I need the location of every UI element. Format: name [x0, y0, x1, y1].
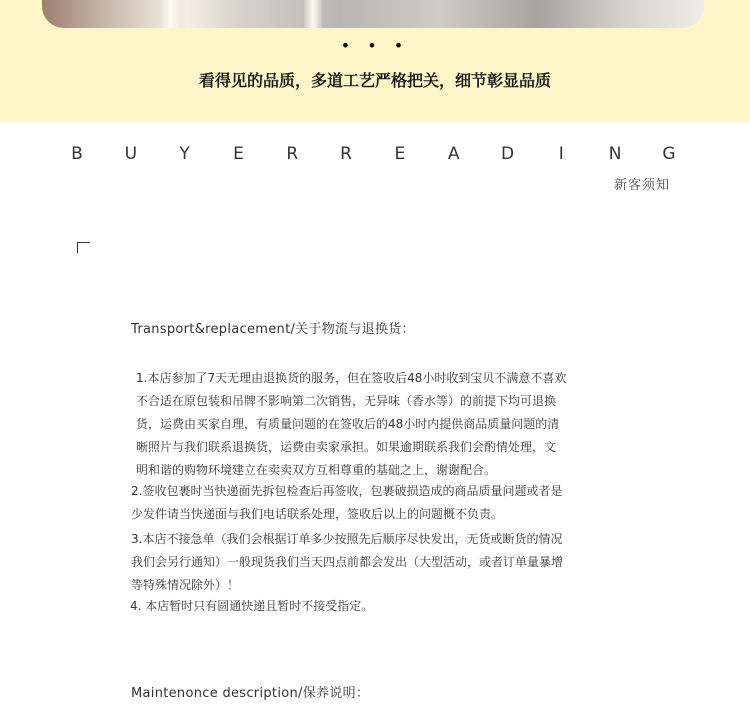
title-letter: U — [124, 144, 138, 164]
title-letter: G — [662, 144, 676, 164]
policy-line: 明和谐的购物环境建立在卖卖双方互相尊重的基础之上，谢谢配合。 — [136, 463, 497, 477]
policy-line: 不合适在原包装和吊牌不影响第二次销售，无异味（香水等）的前提下均可退换 — [136, 394, 557, 408]
policy-item-4 — [130, 595, 373, 618]
policy-item-1 — [136, 367, 566, 482]
title-letter: A — [447, 144, 460, 164]
policy-line: 货，运费由买家自理，有质量问题的在签收后的48小时内提供商品质量问题的清 — [136, 417, 560, 431]
policy-line: 等特殊情况除外）！ — [131, 578, 240, 592]
policy-item-2 — [131, 480, 562, 526]
dots-divider: • • • — [340, 36, 410, 55]
title-letter: R — [340, 144, 352, 164]
corner-bracket-decoration — [77, 242, 90, 253]
title-letter: N — [608, 144, 622, 164]
transport-heading: Transport&replacement/关于物流与退换货： — [131, 322, 415, 337]
quality-tagline: 看得见的品质，多道工艺严格把关，细节彰显品质 — [198, 71, 551, 90]
title-letter: R — [286, 144, 299, 164]
title-letter: E — [233, 144, 244, 164]
policy-line: 少发件请当快递面与我们电话联系处理，签收后以上的问题概不负责。 — [131, 507, 504, 521]
policy-line: 晰照片与我们联系退换货，运费由卖家承担。如果逾期联系我们会酌情处理，文 — [136, 440, 557, 454]
policy-item-3 — [131, 528, 563, 597]
buyer-reading-subtitle: 新客须知 — [613, 178, 670, 193]
title-letter: E — [394, 144, 406, 164]
buyer-reading-title — [70, 144, 676, 164]
title-letter: Y — [179, 144, 190, 164]
top-banner — [0, 0, 750, 122]
title-letter: B — [71, 144, 83, 164]
policy-line: 2.签收包裹时当快递面先拆包检查后再签收，包裹破损造成的商品质量问题或者是 — [131, 484, 563, 498]
policy-line: 1.本店参加了7天无理由退换货的服务，但在签收后48小时收到宝贝不满意不喜欢 — [136, 371, 567, 385]
product-photo-strip — [42, 0, 704, 28]
title-letter: I — [558, 144, 564, 164]
maintenance-heading: Maintenonce description/保养说明： — [131, 686, 370, 701]
policy-line: 3.本店不接急单（我们会根据订单多少按照先后顺序尽快发出，无货或断货的情况 — [131, 532, 563, 546]
policy-line: 我们会另行通知）一般现货我们当天四点前都会发出（大型活动，或者订单量暴增 — [131, 555, 564, 569]
title-letter: D — [500, 144, 515, 164]
policy-line: 4. 本店暂时只有圆通快递且暂时不接受指定。 — [130, 599, 374, 613]
